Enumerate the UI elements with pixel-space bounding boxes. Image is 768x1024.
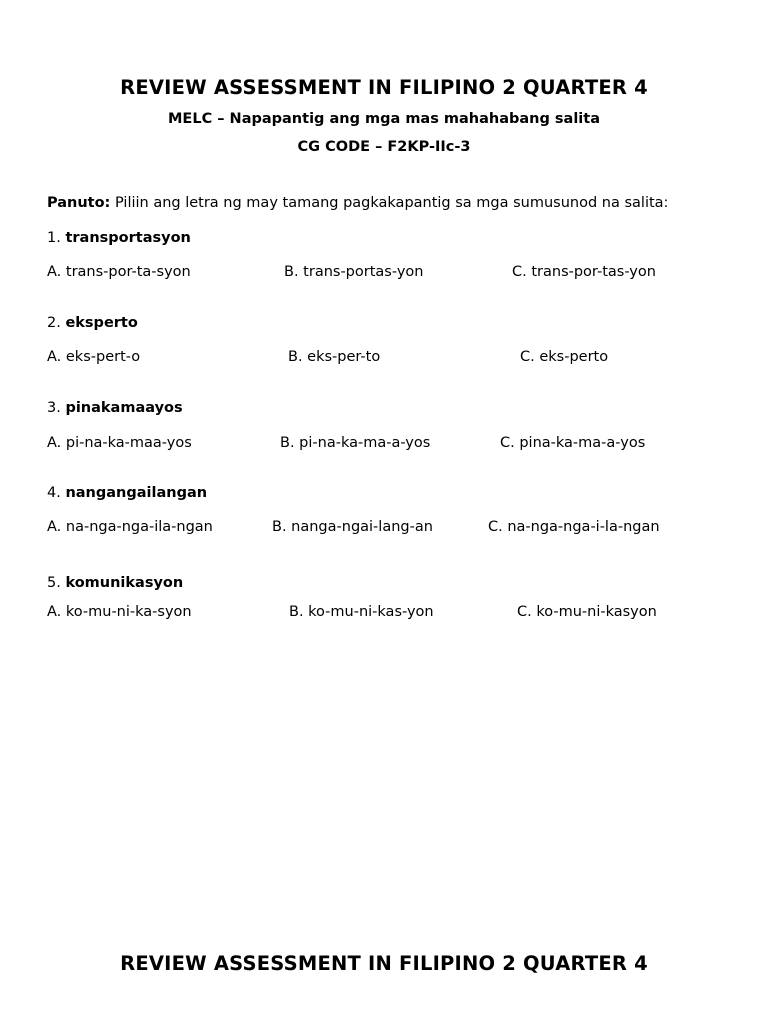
option-a[interactable]: A. eks-pert-o xyxy=(47,349,141,365)
instructions xyxy=(47,195,668,211)
question-number: 5. xyxy=(47,575,61,591)
option-c[interactable]: C. ko-mu-ni-kasyon xyxy=(517,604,657,620)
option-c[interactable]: C. na-nga-nga-i-la-ngan xyxy=(488,519,660,535)
instructions-label: Panuto: xyxy=(47,195,111,211)
question-2 xyxy=(47,315,138,331)
question-word: eksperto xyxy=(65,315,138,331)
question-word: transportasyon xyxy=(65,230,191,246)
question-number: 3. xyxy=(47,400,61,416)
question-number: 1. xyxy=(47,230,61,246)
option-a[interactable]: A. trans-por-ta-syon xyxy=(47,264,191,280)
question-word: nangangailangan xyxy=(65,485,208,501)
question-3 xyxy=(47,400,183,416)
question-4 xyxy=(47,485,207,501)
option-a[interactable]: A. na-nga-nga-ila-ngan xyxy=(47,519,213,535)
footer-title: REVIEW ASSESSMENT IN FILIPINO 2 QUARTER 4 xyxy=(120,952,648,975)
option-b[interactable]: B. trans-portas-yon xyxy=(284,264,424,280)
question-word: pinakamaayos xyxy=(65,400,183,416)
option-c[interactable]: C. eks-perto xyxy=(520,349,609,365)
option-b[interactable]: B. eks-per-to xyxy=(288,349,381,365)
question-number: 4. xyxy=(47,485,61,501)
page-title: REVIEW ASSESSMENT IN FILIPINO 2 QUARTER 4 xyxy=(120,76,648,99)
option-b[interactable]: B. ko-mu-ni-kas-yon xyxy=(289,604,434,620)
question-1 xyxy=(47,230,191,246)
instructions-text: Piliin ang letra ng may tamang pagkakapantig sa mga sumusunod na salita: xyxy=(110,195,669,211)
option-a[interactable]: A. ko-mu-ni-ka-syon xyxy=(47,604,192,620)
option-a[interactable]: A. pi-na-ka-maa-yos xyxy=(47,435,192,451)
question-word: komunikasyon xyxy=(65,575,184,591)
melc-subtitle: MELC – Napapantig ang mga mas mahahabang salita xyxy=(168,111,600,127)
cg-code-subtitle: CG CODE – F2KP-IIc-3 xyxy=(297,139,471,155)
option-c[interactable]: C. pina-ka-ma-a-yos xyxy=(500,435,646,451)
question-5 xyxy=(47,575,183,591)
question-number: 2. xyxy=(47,315,61,331)
option-b[interactable]: B. nanga-ngai-lang-an xyxy=(272,519,433,535)
option-c[interactable]: C. trans-por-tas-yon xyxy=(512,264,656,280)
option-b[interactable]: B. pi-na-ka-ma-a-yos xyxy=(280,435,431,451)
